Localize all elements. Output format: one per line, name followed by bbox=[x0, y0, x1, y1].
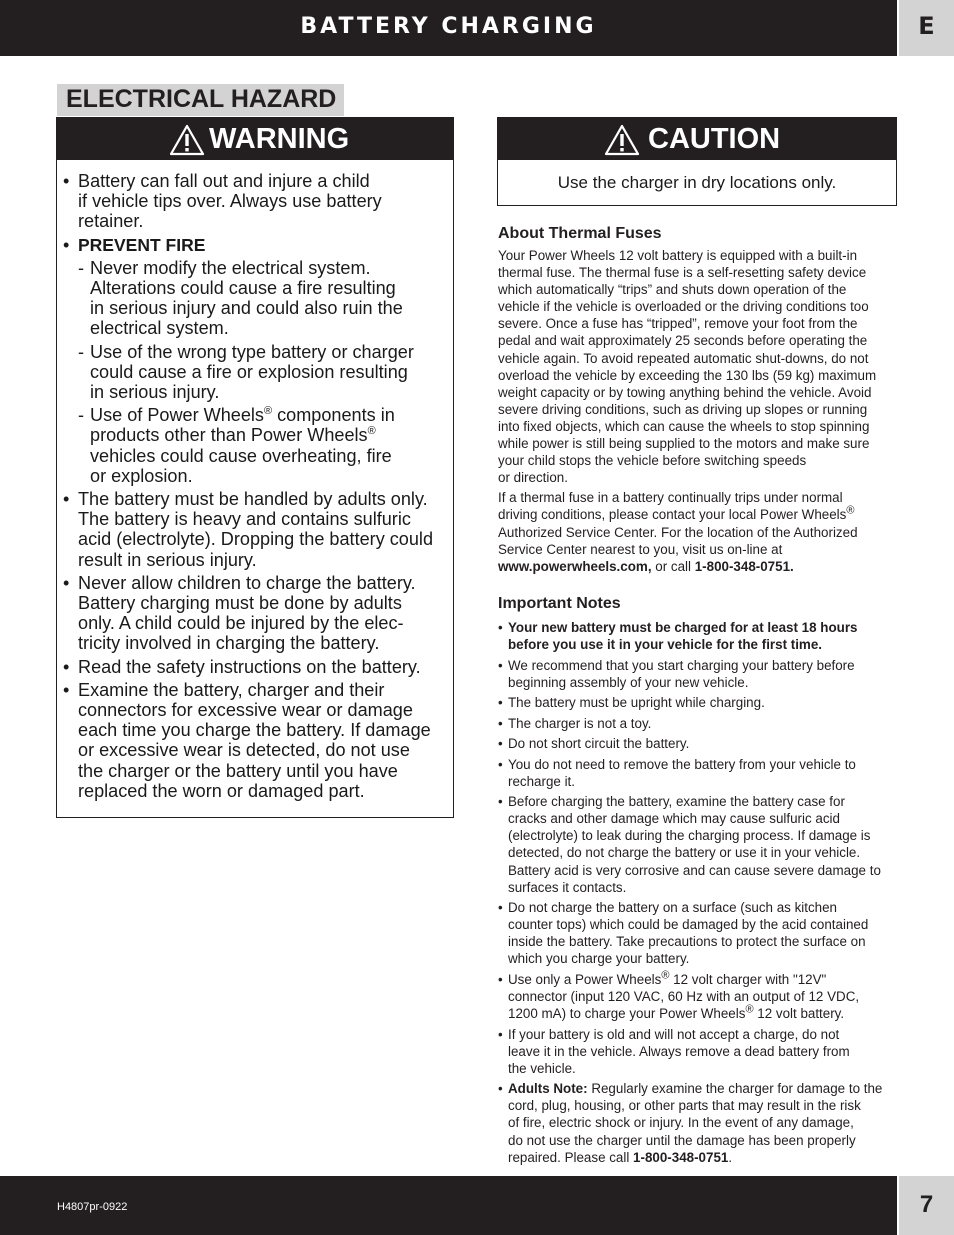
text-line: the charger or the battery until you have bbox=[78, 760, 398, 781]
text-line bbox=[508, 1149, 896, 1166]
registered-mark: ® bbox=[745, 1003, 754, 1016]
warning-subitem bbox=[63, 258, 455, 339]
text-line: Alterations could cause a fire resulting bbox=[90, 278, 396, 299]
text-line: into fixed objects, which can cause the wheels to stop spinning bbox=[498, 418, 870, 434]
text-line: or explosion. bbox=[90, 465, 193, 486]
warning-header bbox=[57, 118, 453, 160]
text-line: could cause a fire or explosion resulting bbox=[90, 361, 408, 382]
text-line: connectors for excessive wear or damage bbox=[78, 700, 413, 721]
text-line: Your Power Wheels 12 volt battery is equipped with a built-in bbox=[498, 248, 858, 263]
text-line bbox=[508, 971, 896, 988]
text-line: cracks and other damage which may cause sulfuric acid bbox=[508, 811, 840, 827]
text-line: You do not need to remove the battery from your vehicle to bbox=[508, 756, 856, 772]
text-line: (electrolyte) to leak during the charging process. If damage is bbox=[508, 828, 871, 844]
text-line: cord, plug, housing, or other parts that may result in the risk bbox=[508, 1098, 861, 1114]
bullet: • bbox=[63, 572, 70, 593]
note-item bbox=[498, 971, 896, 1022]
warning-item-prevent-fire bbox=[63, 235, 455, 255]
bullet: • bbox=[63, 489, 70, 510]
bullet: • bbox=[63, 171, 70, 191]
text-line: surfaces it contacts. bbox=[508, 879, 627, 895]
bullet: • bbox=[498, 794, 503, 810]
warning-title: WARNING bbox=[209, 123, 350, 155]
text-line: if vehicle tips over. Always use battery bbox=[78, 191, 382, 212]
note-item bbox=[498, 1026, 896, 1077]
text-line: electrical system. bbox=[90, 318, 229, 339]
text-line: The battery is heavy and contains sulfuric bbox=[78, 509, 411, 530]
text-line bbox=[90, 405, 455, 425]
text-line: which you charge your battery. bbox=[508, 951, 690, 967]
text-line: replaced the worn or damaged part. bbox=[78, 780, 365, 801]
bullet: • bbox=[498, 971, 503, 987]
text-line: Battery acid is very corrosive and can cause severe damage to bbox=[508, 862, 881, 878]
text-line: Do not charge the battery on a surface (such as kitchen bbox=[508, 900, 837, 916]
bullet: • bbox=[63, 234, 70, 255]
dash: - bbox=[78, 341, 85, 362]
bullet: • bbox=[498, 715, 503, 731]
text-run: or call bbox=[651, 558, 695, 574]
text-line: Read the safety instructions on the battery. bbox=[78, 656, 421, 677]
warning-item bbox=[63, 680, 455, 801]
bullet: • bbox=[63, 679, 70, 700]
text-run: 12 volt battery. bbox=[753, 1006, 845, 1022]
text-line: The battery must be upright while charging. bbox=[508, 695, 765, 711]
registered-mark: ® bbox=[367, 425, 376, 438]
text-line: leave it in the vehicle. Always remove a dead battery from bbox=[508, 1043, 850, 1059]
electrical-hazard-text: ELECTRICAL HAZARD bbox=[66, 85, 337, 113]
language-tab-label: E bbox=[918, 12, 935, 40]
text-line: If a thermal fuse in a battery continually trips under normal bbox=[498, 490, 843, 506]
prevent-fire-heading: PREVENT FIRE bbox=[78, 234, 206, 255]
text-run: driving conditions, please contact your local Power Wheels bbox=[498, 507, 847, 523]
page-number: 7 bbox=[919, 1191, 934, 1218]
warning-item bbox=[63, 573, 455, 654]
note-item bbox=[498, 715, 896, 732]
important-notes-heading: Important Notes bbox=[498, 595, 621, 612]
phone-number: 1-800-348-0751 bbox=[633, 1149, 729, 1165]
text-line: Examine the battery, charger and their bbox=[78, 679, 385, 700]
text-line: recharge it. bbox=[508, 773, 575, 789]
text-line: detected, do not charge the battery or use it in your vehicle. bbox=[508, 845, 861, 861]
text-line: of fire, electric shock or injury. In the event of any damage, bbox=[508, 1115, 854, 1131]
text-line: result in serious injury. bbox=[78, 549, 257, 570]
text-line: retainer. bbox=[78, 211, 144, 232]
website-link[interactable]: www.powerwheels.com, bbox=[498, 558, 652, 574]
warning-subitem bbox=[63, 342, 455, 403]
electrical-hazard-label bbox=[57, 84, 344, 116]
dash: - bbox=[78, 405, 85, 426]
text-line bbox=[90, 425, 455, 445]
text-run: 1200 mA) to charge your Power Wheels bbox=[508, 1006, 746, 1022]
bullet: • bbox=[498, 756, 503, 772]
text-line: or excessive wear is detected, do not use bbox=[78, 740, 410, 761]
text-line: severe. Once a fuse has “tripped”, remove your foot from the bbox=[498, 316, 858, 332]
text-run: Regularly examine the charger for damage to the bbox=[587, 1081, 883, 1097]
warning-item bbox=[63, 489, 455, 570]
text-line: vehicle again. To avoid repeated automatic shut-downs, do not bbox=[498, 350, 869, 366]
text-line bbox=[508, 1080, 896, 1097]
text-line: Do not short circuit the battery. bbox=[508, 736, 690, 752]
note-item-adults bbox=[498, 1080, 896, 1165]
text-line: overload the vehicle by exceeding the 130 lbs (59 kg) maximum bbox=[498, 367, 877, 383]
note-item bbox=[498, 793, 896, 896]
text-line bbox=[498, 558, 896, 575]
text-line: in serious injury and could also ruin the bbox=[90, 298, 403, 319]
text-line bbox=[508, 1005, 896, 1022]
bullet: • bbox=[498, 1081, 503, 1097]
caution-box bbox=[497, 117, 897, 206]
note-item bbox=[498, 657, 896, 691]
note-item bbox=[498, 735, 896, 752]
text-line: each time you charge the battery. If damage bbox=[78, 720, 431, 741]
text-line: Authorized Service Center. For the location of the Authorized bbox=[498, 524, 858, 540]
bullet: • bbox=[498, 1026, 503, 1042]
document-code: H4807pr-0922 bbox=[57, 1201, 128, 1213]
text-line: Battery can fall out and injure a child bbox=[78, 171, 370, 191]
text-line: Service Center nearest to you, visit us on-line at bbox=[498, 541, 783, 557]
text-line: Never allow children to charge the battery. bbox=[78, 572, 416, 593]
bullet: • bbox=[498, 695, 503, 711]
registered-mark: ® bbox=[846, 504, 855, 517]
text-line: If your battery is old and will not accept a charge, do not bbox=[508, 1026, 840, 1042]
bullet: • bbox=[498, 900, 503, 916]
bullet: • bbox=[498, 657, 503, 673]
text-run: Use of Power Wheels bbox=[90, 405, 264, 426]
warning-subitem bbox=[63, 405, 455, 486]
note-item bbox=[498, 619, 896, 653]
note-item bbox=[498, 899, 896, 967]
text-line: or direction. bbox=[498, 470, 568, 486]
language-tab bbox=[899, 0, 954, 56]
footer-bar bbox=[0, 1176, 897, 1235]
text-line: vehicle if the vehicle is overloaded or the driving conditions too bbox=[498, 299, 869, 315]
note-item bbox=[498, 756, 896, 790]
text-run: products other than Power Wheels bbox=[90, 425, 368, 446]
text-line: thermal fuse. The thermal fuse is a self-resetting safety device bbox=[498, 265, 867, 281]
caution-text: Use the charger in dry locations only. bbox=[557, 173, 837, 192]
text-line: which automatically “trips” and shuts down operation of the bbox=[498, 282, 847, 298]
text-line: counter tops) which could be damaged by the acid contained bbox=[508, 917, 869, 933]
text-line: beginning assembly of your new vehicle. bbox=[508, 674, 749, 690]
text-line: your child stops the vehicle before switching speeds bbox=[498, 453, 807, 469]
registered-mark: ® bbox=[661, 969, 670, 982]
text-line: Your new battery must be charged for at least 18 hours bbox=[508, 620, 858, 635]
text-line: The battery must be handled by adults only. bbox=[78, 489, 428, 510]
text-line: while power is still being supplied to the motors and make sure bbox=[498, 436, 870, 452]
text-line: acid (electrolyte). Dropping the battery could bbox=[78, 529, 434, 550]
header-bar bbox=[0, 0, 897, 56]
thermal-fuses-heading: About Thermal Fuses bbox=[498, 225, 662, 242]
text-line: Never modify the electrical system. bbox=[90, 257, 371, 278]
warning-triangle-icon bbox=[169, 124, 205, 156]
page-section-title: BATTERY CHARGING bbox=[300, 14, 597, 39]
text-line: Battery charging must be done by adults bbox=[78, 593, 402, 614]
text-line: inside the battery. Take precautions to protect the surface on bbox=[508, 934, 866, 950]
thermal-fuses-text bbox=[498, 247, 896, 575]
warning-item bbox=[63, 657, 455, 677]
text-line bbox=[498, 506, 896, 523]
note-item bbox=[498, 694, 896, 711]
text-line: We recommend that you start charging your battery before bbox=[508, 657, 855, 673]
adults-note-label: Adults Note: bbox=[508, 1081, 588, 1097]
caution-header bbox=[498, 118, 896, 160]
text-line: Before charging the battery, examine the battery case for bbox=[508, 794, 845, 810]
text-run: Use only a Power Wheels bbox=[508, 971, 662, 987]
text-line: before you use it in your vehicle for the first time. bbox=[508, 637, 823, 653]
text-run: components in bbox=[272, 405, 395, 426]
text-line: only. A child could be injured by the elec- bbox=[78, 613, 404, 634]
bullet: • bbox=[498, 620, 503, 635]
text-run: . bbox=[728, 1149, 733, 1165]
text-line: severe driving conditions, such as driving up slopes or running bbox=[498, 401, 868, 417]
text-line: in serious injury. bbox=[90, 382, 220, 403]
caution-triangle-icon bbox=[604, 124, 640, 156]
text-line: Use of the wrong type battery or charger bbox=[90, 341, 414, 362]
bullet: • bbox=[63, 656, 70, 677]
text-line: connector (input 120 VAC, 60 Hz with an output of 12 VDC, bbox=[508, 989, 860, 1004]
warning-content bbox=[63, 171, 455, 804]
text-line: the vehicle. bbox=[508, 1060, 576, 1076]
important-notes-list bbox=[498, 619, 896, 1169]
bullet: • bbox=[498, 736, 503, 752]
caution-title: CAUTION bbox=[648, 123, 781, 155]
page-number-tab bbox=[899, 1176, 954, 1235]
warning-box bbox=[56, 117, 454, 818]
text-run: 12 volt charger with "12V" bbox=[669, 971, 827, 987]
text-run: repaired. Please call bbox=[508, 1149, 634, 1165]
text-line: weight capacity or by towing anything behind the vehicle. Avoid bbox=[498, 384, 872, 400]
text-line: vehicles could cause overheating, fire bbox=[90, 445, 392, 466]
text-line: tricity involved in charging the battery. bbox=[78, 633, 380, 654]
phone-number: 1-800-348-0751. bbox=[694, 558, 794, 574]
text-line: pedal and wait approximately 25 seconds before operating the bbox=[498, 333, 868, 349]
warning-item bbox=[63, 171, 455, 232]
text-line: The charger is not a toy. bbox=[508, 715, 652, 731]
registered-mark: ® bbox=[263, 405, 273, 418]
text-line: do not use the charger until the damage has been properly bbox=[508, 1132, 856, 1148]
dash: - bbox=[78, 257, 85, 278]
